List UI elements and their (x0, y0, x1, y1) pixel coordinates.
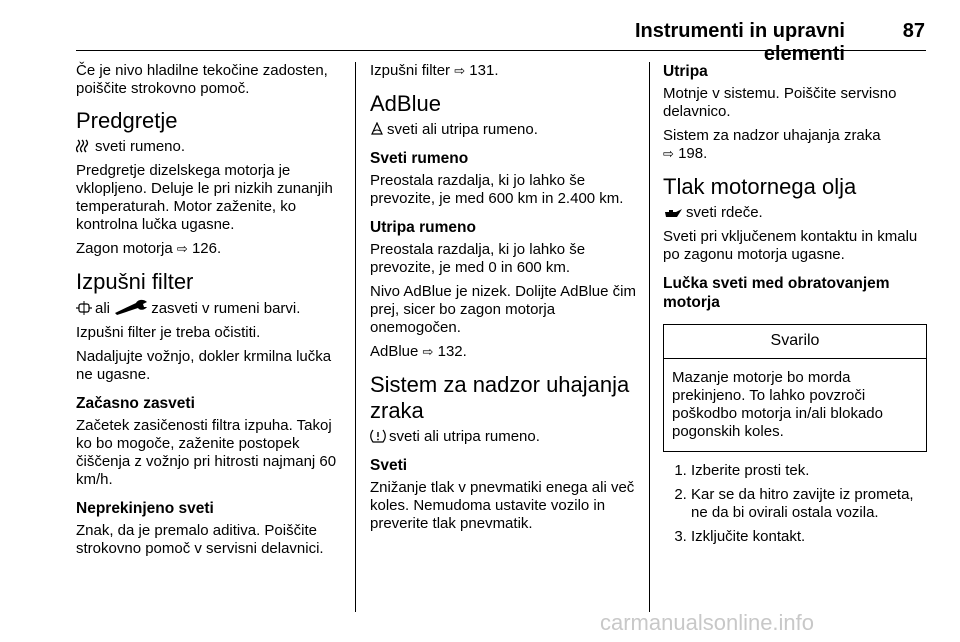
text: 132. (437, 343, 467, 360)
paragraph: Preostala razdalja, ki jo lahko še prevozite, je med 600 km in 2.400 km. (370, 172, 624, 207)
oil-can-icon (663, 207, 683, 219)
text: sveti ali utripa rumeno. (389, 428, 540, 445)
section-heading-tire-pressure: Sistem za nadzor uhajanja zraka (370, 372, 630, 423)
column-divider (355, 62, 356, 612)
column-3 (663, 62, 927, 552)
watermark: carmanualsonline.info (600, 610, 815, 635)
paragraph: Predgretje dizelskega motorja je vklopljeno. Deluje le pri nizkih zunanjih temperaturah. Motor zaženite, ko kontrolna lučka ugasne. (76, 162, 333, 233)
text: Sistem za nadzor uhajanja zraka (663, 127, 881, 144)
column-2 (370, 62, 638, 539)
text: Izpušni filter (370, 62, 451, 79)
reference-arrow-icon: ⇨ (663, 147, 674, 162)
subheading-neprekinjeno: Neprekinjeno sveti (76, 500, 214, 517)
text: sveti rdeče. (686, 204, 763, 221)
text: 126. (191, 240, 222, 257)
adblue-icon (370, 122, 384, 136)
reference-arrow-icon: ⇨ (176, 242, 188, 257)
subheading-utripa-rumeno: Utripa rumeno (370, 219, 476, 236)
text: zasveti v rumeni barvi. (151, 300, 301, 317)
steps-list (663, 462, 927, 546)
paragraph: Izpušni filter je treba očistiti. (76, 324, 261, 341)
cross-reference[interactable] (370, 343, 638, 362)
reference-arrow-icon: ⇨ (422, 345, 434, 360)
header-rule (76, 50, 926, 51)
subheading-sveti-rumeno: Sveti rumeno (370, 150, 469, 167)
paragraph (370, 121, 638, 139)
glow-plug-icon (76, 139, 92, 153)
subheading-sveti: Sveti (370, 457, 408, 474)
paragraph: Motnje v sistemu. Poiščite servisno delavnico. (663, 85, 897, 120)
paragraph (76, 138, 344, 156)
warning-title: Svarilo (664, 325, 926, 359)
text: Zagon motorja (76, 240, 173, 257)
list-item: 2. Kar se da hitro zavijte iz prometa, ne da bi ovirali ostala vozila. (691, 486, 927, 522)
text: ali (95, 300, 111, 317)
subheading-zacasno: Začasno zasveti (76, 395, 195, 412)
paragraph: Znižanje tlak v pnevmatiki enega ali več koles. Nemudoma ustavite vozilo in preverite tlak pnevmatik. (370, 479, 635, 532)
warning-box (663, 324, 927, 452)
exhaust-filter-icon (76, 301, 92, 315)
paragraph: Nivo AdBlue je nizek. Dolijte AdBlue čim prej, sicer bo zagon motorja onemogočen. (370, 283, 636, 336)
warning-text: Mazanje motorje bo morda prekinjeno. To lahko povzroči poškodbo motorja in/ali blokado pogonskih koles. (672, 369, 883, 440)
text: AdBlue (370, 343, 419, 360)
list-item: 1. Izberite prosti tek. (691, 462, 927, 480)
text: 131. (469, 62, 499, 79)
cross-reference[interactable] (370, 62, 638, 81)
paragraph: Znak, da je premalo aditiva. Poiščite strokovno pomoč v servisni delavnici. (76, 522, 324, 557)
subheading-obratovanje: Lučka sveti med obratovanjem motorja (663, 275, 890, 311)
paragraph: Sveti pri vklјučenem kontaktu in kmalu po zagonu motorja ugasne. (663, 228, 918, 263)
section-heading-oil-pressure: Tlak motornega olja (663, 174, 857, 199)
page-number: 87 (902, 20, 925, 42)
page-header-title: Instrumenti in upravni elementi (634, 20, 845, 65)
section-heading-adblue: AdBlue (370, 91, 441, 116)
paragraph: Začetek zasičenosti filtra izpuha. Takoj ko bo mogoče, zaženite postopek čiščenja z vožnjo pri hitrosti najmanj 60 km/h. (76, 417, 337, 488)
cross-reference[interactable] (663, 127, 927, 164)
paragraph: Preostala razdalja, ki jo lahko še prevozite, je med 0 in 600 km. (370, 241, 586, 276)
column-1 (76, 62, 344, 564)
paragraph: Nadaljujte vožnjo, dokler krmilna lučka ne ugasne. (76, 348, 332, 383)
reference-arrow-icon: ⇨ (454, 64, 466, 79)
column-divider (649, 62, 650, 612)
tire-pressure-icon (370, 429, 386, 443)
subheading-utripa: Utripa (663, 63, 708, 80)
list-item: 3. Izključite kontakt. (691, 528, 927, 546)
text: sveti rumeno. (95, 138, 186, 155)
cross-reference[interactable] (76, 240, 344, 259)
paragraph (76, 299, 344, 318)
paragraph (370, 428, 638, 446)
text: 198. (678, 145, 708, 162)
paragraph: Če je nivo hladilne tekočine zadosten, poiščite strokovno pomoč. (76, 62, 328, 97)
text: sveti ali utripa rumeno. (387, 121, 538, 138)
wrench-icon (114, 299, 148, 315)
section-heading-filter: Izpušni filter (76, 269, 194, 294)
paragraph (663, 204, 927, 222)
section-heading-predgretje: Predgretje (76, 108, 178, 133)
